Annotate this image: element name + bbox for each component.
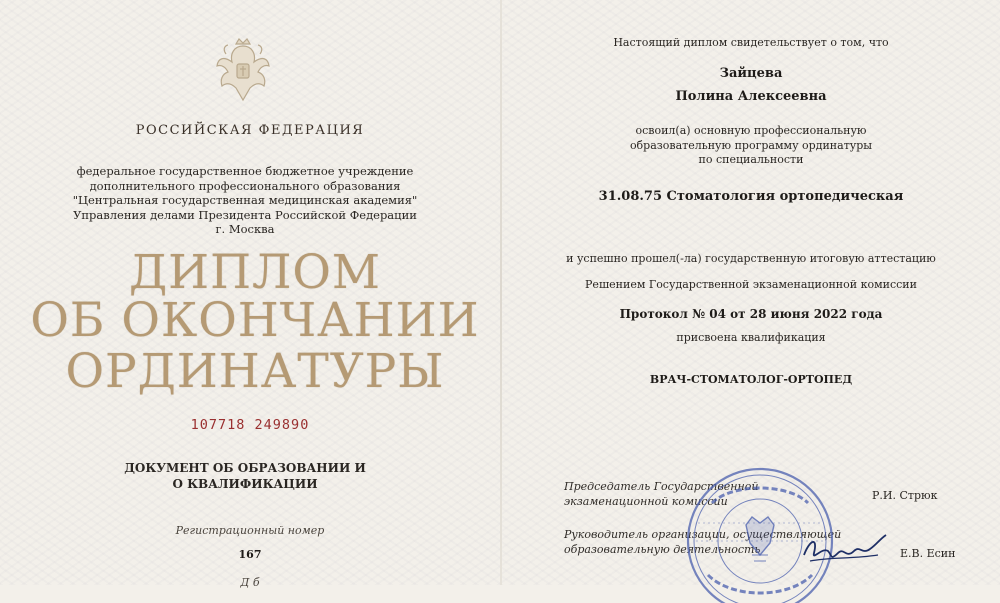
document-type xyxy=(60,460,430,492)
decision-text: Решением Государственной экзаменационной комиссии xyxy=(585,278,917,291)
signature-label-line: Председатель Государственной xyxy=(564,480,759,493)
cut-off-text: Д б xyxy=(240,576,260,589)
registration-number: 167 xyxy=(238,548,262,561)
serial-number: 107718 249890 xyxy=(190,417,310,433)
institution-line: "Центральная государственная медицинская академия" xyxy=(72,193,418,208)
institution-line: федеральное государственное бюджетное учреждение xyxy=(76,164,414,178)
registration-label: Регистрационный номер xyxy=(175,524,325,537)
program-line: освоил(а) основную профессиональную xyxy=(635,124,867,137)
program-line: образовательную программу ординатуры xyxy=(629,138,873,152)
diploma-title-line: ОБ ОКОНЧАНИИ xyxy=(30,293,480,348)
graduate-given-names: Полина Алексеевна xyxy=(675,89,827,104)
institution-name xyxy=(60,164,430,237)
signature-label-line: экзаменационной комиссии xyxy=(564,495,728,508)
institution-line: дополнительного профессионального образования xyxy=(89,178,401,193)
document-type-line: О КВАЛИФИКАЦИИ xyxy=(172,477,318,491)
diploma-title-line: ДИПЛОМ xyxy=(128,245,382,300)
signature-label-line: образовательную деятельность xyxy=(564,543,761,556)
document-type-line: ДОКУМЕНТ ОБ ОБРАЗОВАНИИ И xyxy=(124,461,366,475)
specialty: 31.08.75 Стоматология ортопедическая xyxy=(598,189,904,204)
coat-of-arms-emblem xyxy=(214,36,272,104)
graduate-surname: Зайцева xyxy=(719,66,783,81)
assigned-text: присвоена квалификация xyxy=(676,331,826,344)
head-name: Е.В. Есин xyxy=(900,547,956,560)
signature-icon xyxy=(800,525,890,570)
intro-text: Настоящий диплом свидетельствует о том, что xyxy=(613,36,889,49)
attestation-text: и успешно прошел(-ла) государственную итоговую аттестацию xyxy=(566,252,936,265)
qualification: ВРАЧ-СТОМАТОЛОГ-ОРТОПЕД xyxy=(649,373,853,386)
institution-line: г. Москва xyxy=(215,222,275,237)
country-name: РОССИЙСКАЯ ФЕДЕРАЦИЯ xyxy=(135,123,365,138)
program-text xyxy=(502,124,1000,168)
chair-name: Р.И. Стрюк xyxy=(872,489,938,502)
left-page xyxy=(0,0,500,589)
diploma-title-line: ОРДИНАТУРЫ xyxy=(65,344,445,399)
protocol-text: Протокол № 04 от 28 июня 2022 года xyxy=(619,307,883,321)
institution-line: Управления делами Президента Российской Федерации xyxy=(73,207,417,222)
signature-label-line: Руководитель организации, осуществляющей xyxy=(564,528,842,541)
program-line: по специальности xyxy=(698,153,804,167)
